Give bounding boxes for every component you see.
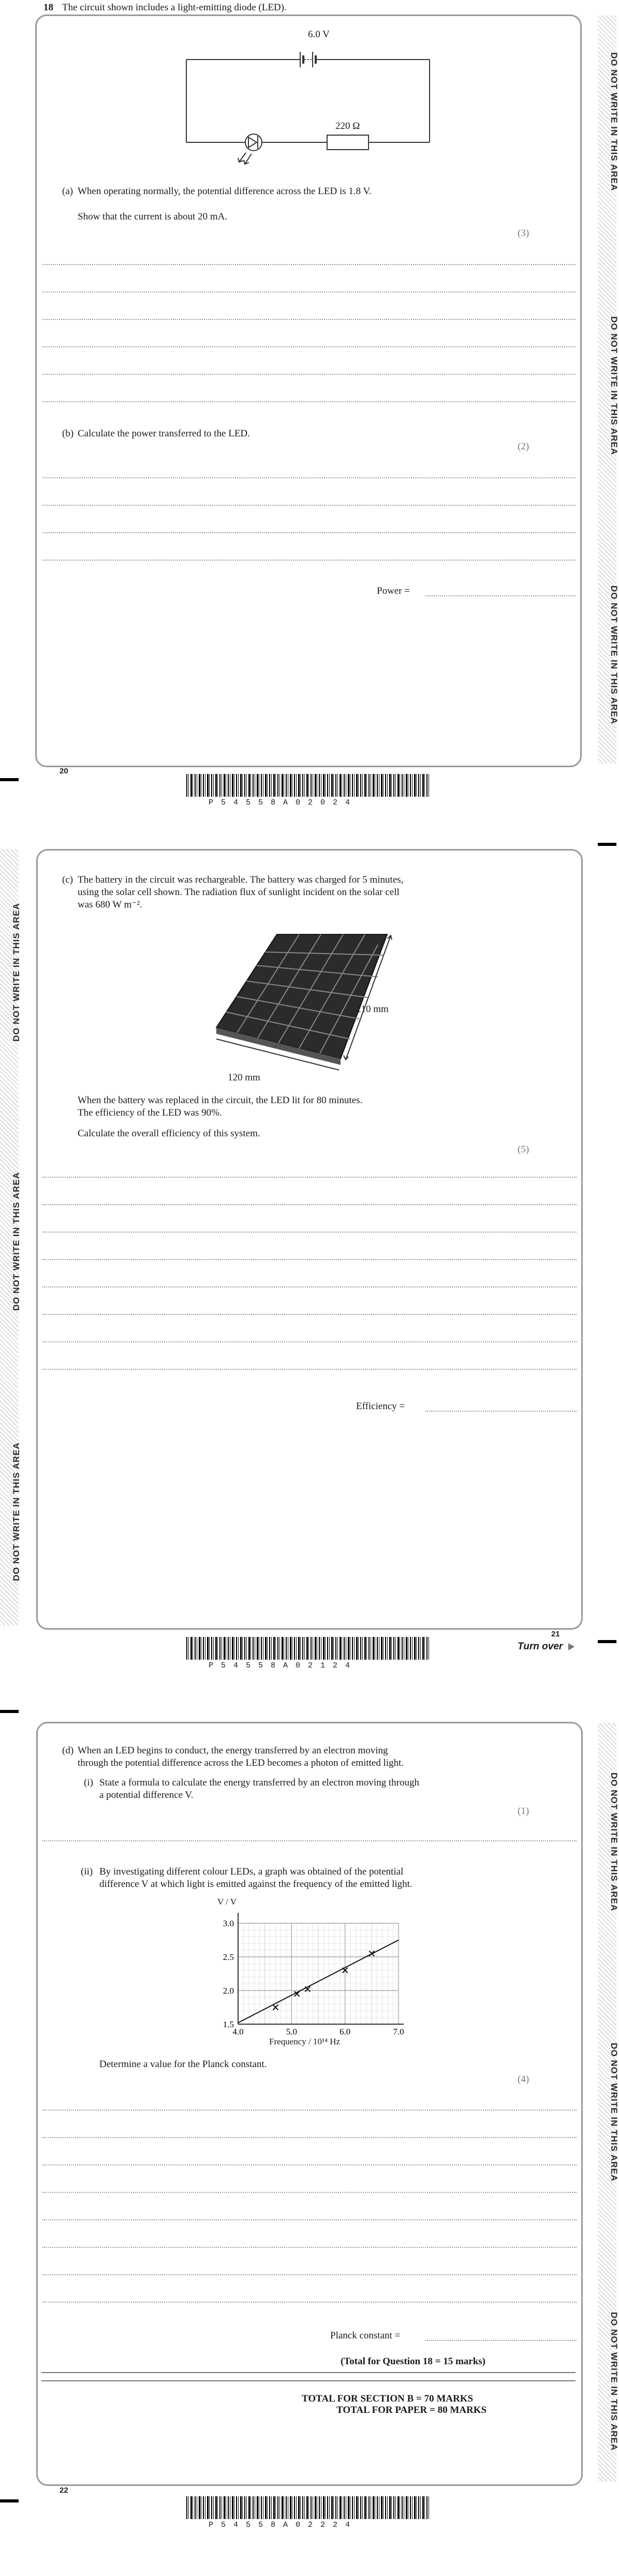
turn-over-label: Turn over bbox=[518, 1641, 563, 1652]
barcode bbox=[186, 774, 430, 797]
answer-line[interactable] bbox=[42, 1204, 577, 1205]
sub-i-marks: (1) bbox=[518, 1806, 529, 1817]
part-c-line3: was 680 W m⁻². bbox=[78, 899, 142, 910]
answer-line[interactable] bbox=[42, 1341, 577, 1342]
answer-line[interactable] bbox=[42, 2219, 577, 2220]
part-c-label: (c) bbox=[62, 874, 73, 885]
do-not-write-notice: DO NOT WRITE IN THIS AREA bbox=[609, 52, 619, 192]
question-number: 18 bbox=[43, 2, 53, 13]
divider bbox=[41, 2372, 576, 2373]
answer-line[interactable] bbox=[42, 1232, 577, 1233]
page-number: 22 bbox=[60, 2486, 68, 2495]
part-d-line1: When an LED begins to conduct, the energy transferred by an electron moving bbox=[78, 1745, 388, 1756]
barcode-text: P54558A02124 bbox=[209, 1661, 358, 1670]
part-a-marks: (3) bbox=[518, 228, 529, 239]
part-b-marks: (2) bbox=[518, 441, 529, 452]
width-dimension: 120 mm bbox=[228, 1072, 260, 1083]
answer-line[interactable] bbox=[42, 2302, 577, 2303]
answer-line[interactable] bbox=[42, 1369, 577, 1370]
answer-line[interactable] bbox=[42, 2110, 577, 2111]
page-number: 20 bbox=[60, 767, 68, 775]
planck-answer-field[interactable] bbox=[425, 2340, 577, 2341]
answer-line[interactable] bbox=[42, 1314, 577, 1315]
part-b-text: Calculate the power transferred to the LED. bbox=[78, 428, 250, 439]
answer-line[interactable] bbox=[42, 532, 576, 533]
page-21 bbox=[0, 828, 616, 1688]
page-edge-marker bbox=[0, 1710, 19, 1713]
barcode-text: P54558A02024 bbox=[209, 798, 358, 807]
page-edge-marker bbox=[0, 778, 19, 781]
page-22 bbox=[0, 1688, 619, 2576]
x-tick-label: 5.0 bbox=[286, 2027, 297, 2037]
answer-line[interactable] bbox=[42, 2137, 577, 2138]
sub-ii-label: (ii) bbox=[81, 1866, 93, 1877]
answer-line[interactable] bbox=[42, 401, 576, 402]
y-tick-label: 3.0 bbox=[223, 1919, 234, 1928]
answer-line[interactable] bbox=[42, 2164, 577, 2165]
power-answer-field[interactable] bbox=[425, 595, 576, 596]
part-d-marks: (4) bbox=[518, 2074, 529, 2085]
part-d-label: (d) bbox=[62, 1745, 74, 1756]
y-tick-label: 2.0 bbox=[223, 1986, 234, 1996]
part-c-line1: The battery in the circuit was rechargeable. The battery was charged for 5 minutes, bbox=[78, 874, 404, 885]
page-number: 21 bbox=[551, 1630, 560, 1638]
answer-line[interactable] bbox=[42, 1286, 577, 1287]
total-question: (Total for Question 18 = 15 marks) bbox=[341, 2356, 485, 2367]
answer-line[interactable] bbox=[42, 505, 576, 506]
question-stem: The circuit shown includes a light-emitting diode (LED). bbox=[62, 2, 287, 13]
total-section: TOTAL FOR SECTION B = 70 MARKS bbox=[302, 2393, 474, 2404]
answer-line[interactable] bbox=[42, 291, 576, 292]
turn-over-arrow-icon bbox=[568, 1643, 574, 1650]
answer-line[interactable] bbox=[42, 264, 576, 265]
page-edge-marker bbox=[0, 2499, 19, 2502]
resistor-label: 220 Ω bbox=[335, 121, 360, 131]
graph-x-axis-label: Frequency / 10¹⁴ Hz bbox=[269, 2037, 341, 2046]
height-dimension: 210 mm bbox=[356, 1004, 389, 1015]
answer-line[interactable] bbox=[42, 1259, 577, 1260]
x-tick-label: 4.0 bbox=[232, 2027, 244, 2037]
answer-line[interactable] bbox=[42, 2192, 577, 2193]
divider bbox=[41, 2380, 576, 2381]
do-not-write-notice: DO NOT WRITE IN THIS AREA bbox=[609, 2311, 619, 2451]
answer-line[interactable] bbox=[42, 1840, 577, 1841]
answer-line[interactable] bbox=[42, 477, 576, 478]
battery-label: 6.0 V bbox=[308, 29, 330, 40]
do-not-write-notice: DO NOT WRITE IN THIS AREA bbox=[609, 2042, 619, 2182]
y-tick-label: 1.5 bbox=[223, 2019, 234, 2029]
efficiency-answer-field[interactable] bbox=[425, 1411, 577, 1412]
circuit-diagram bbox=[176, 28, 445, 184]
y-tick-label: 2.5 bbox=[223, 1952, 234, 1962]
barcode bbox=[186, 2496, 430, 2519]
answer-panel bbox=[36, 1722, 583, 2486]
barcode bbox=[186, 1637, 430, 1660]
part-a-label: (a) bbox=[62, 186, 73, 197]
x-tick-label: 7.0 bbox=[393, 2027, 404, 2037]
page-edge-marker bbox=[598, 843, 616, 846]
graph-y-axis-label: V / V bbox=[217, 1897, 237, 1907]
part-b-label: (b) bbox=[62, 428, 74, 439]
answer-line[interactable] bbox=[42, 374, 576, 375]
x-tick-label: 6.0 bbox=[340, 2027, 351, 2037]
part-c-instruction: Calculate the overall efficiency of this system. bbox=[78, 1128, 260, 1139]
sub-ii-line1: By investigating different colour LEDs, a graph was obtained of the potential bbox=[99, 1866, 404, 1877]
part-a-instruction: Show that the current is about 20 mA. bbox=[78, 211, 228, 222]
sub-i-label: (i) bbox=[84, 1777, 93, 1788]
do-not-write-notice: DO NOT WRITE IN THIS AREA bbox=[11, 1172, 22, 1311]
total-paper: TOTAL FOR PAPER = 80 MARKS bbox=[336, 2405, 487, 2416]
part-d-line2: through the potential difference across the LED becomes a photon of emitted light. bbox=[78, 1758, 404, 1768]
do-not-write-notice: DO NOT WRITE IN THIS AREA bbox=[11, 902, 22, 1042]
page-20 bbox=[0, 0, 619, 828]
sub-ii-line2: difference V at which light is emitted against the frequency of the emitted light. bbox=[99, 1879, 412, 1890]
barcode-text: P54558A02224 bbox=[209, 2521, 358, 2529]
page-edge-marker bbox=[598, 1640, 616, 1643]
answer-line[interactable] bbox=[42, 2247, 577, 2248]
do-not-write-notice: DO NOT WRITE IN THIS AREA bbox=[609, 585, 619, 725]
power-answer-label: Power = bbox=[377, 586, 410, 596]
sub-i-line1: State a formula to calculate the energy transferred by an electron moving through bbox=[99, 1777, 419, 1788]
part-d-instruction: Determine a value for the Planck constant. bbox=[99, 2059, 267, 2070]
answer-line[interactable] bbox=[42, 1177, 577, 1178]
part-a-text: When operating normally, the potential difference across the LED is 1.8 V. bbox=[78, 186, 372, 197]
answer-line[interactable] bbox=[42, 319, 576, 320]
planck-answer-label: Planck constant = bbox=[330, 2330, 401, 2341]
do-not-write-notice: DO NOT WRITE IN THIS AREA bbox=[609, 316, 619, 456]
answer-line[interactable] bbox=[42, 346, 576, 347]
answer-line[interactable] bbox=[42, 560, 576, 561]
part-c-info1: When the battery was replaced in the circuit, the LED lit for 80 minutes. bbox=[78, 1095, 363, 1106]
efficiency-answer-label: Efficiency = bbox=[356, 1401, 405, 1412]
v-frequency-graph bbox=[207, 1895, 424, 2050]
sub-i-line2: a potential difference V. bbox=[99, 1790, 194, 1801]
part-c-line2: using the solar cell shown. The radiation flux of sunlight incident on the solar cell bbox=[78, 887, 400, 898]
do-not-write-notice: DO NOT WRITE IN THIS AREA bbox=[609, 1772, 619, 1912]
part-c-info2: The efficiency of the LED was 90%. bbox=[78, 1107, 222, 1118]
answer-line[interactable] bbox=[42, 2274, 577, 2275]
part-c-marks: (5) bbox=[518, 1144, 529, 1155]
do-not-write-notice: DO NOT WRITE IN THIS AREA bbox=[11, 1442, 22, 1582]
